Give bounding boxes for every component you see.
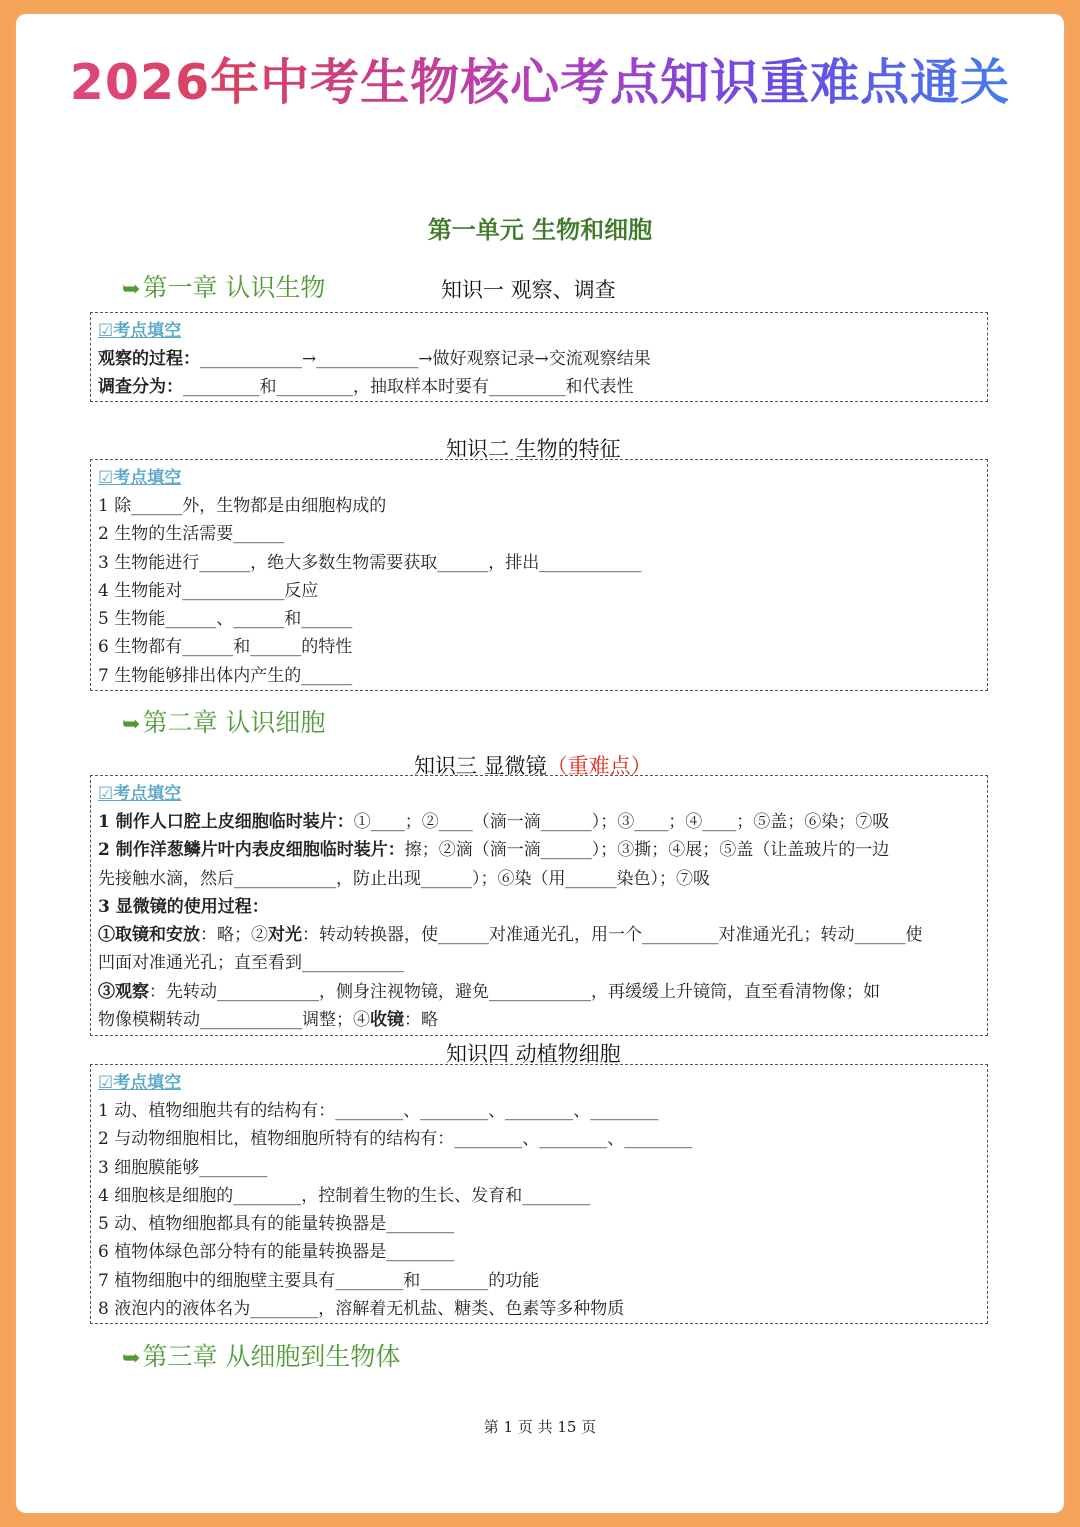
- k4-line-3: 3 细胞膜能够________: [98, 1157, 268, 1178]
- unit-heading: 第一单元 生物和细胞: [427, 216, 653, 244]
- k1-line-1: 观察的过程：____________→____________→做好观察记录→交流观察结果: [98, 349, 651, 369]
- knowledge-3-box: [90, 775, 988, 1036]
- k2-line-5: 5 生物能______、______和______: [98, 609, 353, 630]
- k4-line-4: 4 细胞核是细胞的________，控制着生物的生长、发育和________: [98, 1185, 591, 1206]
- k3-line-2: 2 制作洋葱鳞片叶内表皮细胞临时装片：擦；②滴（滴一滴______）；③撕；④展；⑤盖（让盖玻片的一边: [98, 840, 890, 861]
- k3-line-8: 物像模糊转动____________调整；④收镜：略: [98, 1010, 438, 1031]
- difficulty-highlight: （重难点）: [546, 754, 652, 778]
- chapter-2-heading: [122, 703, 325, 739]
- document-title: 2026年中考生物核心考点知识重难点通关: [0, 48, 1080, 118]
- k4-line-6: 6 植物体绿色部分特有的能量转换器是________: [98, 1242, 455, 1263]
- chapter-3-label: 第三章 从细胞到生物体: [142, 1342, 401, 1371]
- arrow-icon: ➥: [122, 712, 141, 737]
- k1-line-2: 调查分为：_________和_________，抽取样本时要有_________和代表性: [98, 377, 634, 398]
- chapter-1-label: 第一章 认识生物: [142, 273, 326, 302]
- k3-line-4: 3 显微镜的使用过程：: [98, 896, 269, 917]
- k2-line-6: 6 生物都有______和______的特性: [98, 637, 353, 658]
- knowledge-4-box: [90, 1064, 988, 1324]
- chapter-3-heading: [122, 1337, 400, 1373]
- k2-line-3: 3 生物能进行______，绝大多数生物需要获取______，排出____________: [98, 552, 642, 573]
- k2-line-1: 1 除______外，生物都是由细胞构成的: [98, 496, 387, 516]
- k2-line-2: 2 生物的生活需要______: [98, 524, 285, 545]
- k2-line-7: 7 生物能够排出体内产生的______: [98, 665, 353, 686]
- k3-line-7: ③观察：先转动____________，侧身注视物镜，避免____________，再缓缓上升镜筒，直至看清物像；如: [98, 981, 880, 1002]
- k3-line-1: 1 制作人口腔上皮细胞临时装片：①____；②____（滴一滴______）；③____；④____；⑤盖；⑥染；⑦吸: [98, 812, 890, 832]
- page-number: 第 1 页 共 15 页: [483, 1418, 597, 1436]
- chapter-2-label: 第二章 认识细胞: [142, 708, 326, 737]
- fill-blank-tag: ☑考点填空: [98, 321, 182, 341]
- fill-blank-tag: ☑考点填空: [98, 468, 182, 488]
- k4-line-5: 5 动、植物细胞都具有的能量转换器是________: [98, 1214, 455, 1235]
- k3-line-6: 凹面对准通光孔；直至看到____________: [98, 953, 404, 974]
- knowledge-3-title: 知识三 显微镜（重难点）: [414, 754, 652, 778]
- knowledge-2-title: 知识二 生物的特征: [446, 437, 621, 461]
- k3-line-5: ①取镜和安放：略；②对光：转动转换器，使______对准通光孔，用一个_________对准通光孔；转动______使: [98, 925, 923, 946]
- fill-blank-tag: ☑考点填空: [98, 784, 182, 804]
- chapter-1-heading: [122, 268, 325, 304]
- fill-blank-tag: ☑考点填空: [98, 1073, 182, 1093]
- knowledge-1-box: [90, 312, 988, 402]
- k2-line-4: 4 生物能对____________反应: [98, 580, 319, 601]
- knowledge-2-box: [90, 459, 988, 691]
- k4-line-1: 1 动、植物细胞共有的结构有：________、________、________、________: [98, 1101, 659, 1121]
- knowledge-1-title: 知识一 观察、调查: [441, 278, 616, 302]
- arrow-icon: ➥: [122, 1346, 141, 1371]
- arrow-icon: ➥: [122, 277, 141, 302]
- k4-line-8: 8 液泡内的液体名为________，溶解着无机盐、糖类、色素等多种物质: [98, 1299, 625, 1320]
- knowledge-4-title: 知识四 动植物细胞: [446, 1042, 621, 1066]
- k4-line-7: 7 植物细胞中的细胞壁主要具有________和________的功能: [98, 1270, 540, 1291]
- k3-line-3: 先接触水滴，然后____________，防止出现______）；⑥染（用______染色）；⑦吸: [98, 868, 710, 889]
- k4-line-2: 2 与动物细胞相比，植物细胞所特有的结构有：________、________、________: [98, 1129, 693, 1150]
